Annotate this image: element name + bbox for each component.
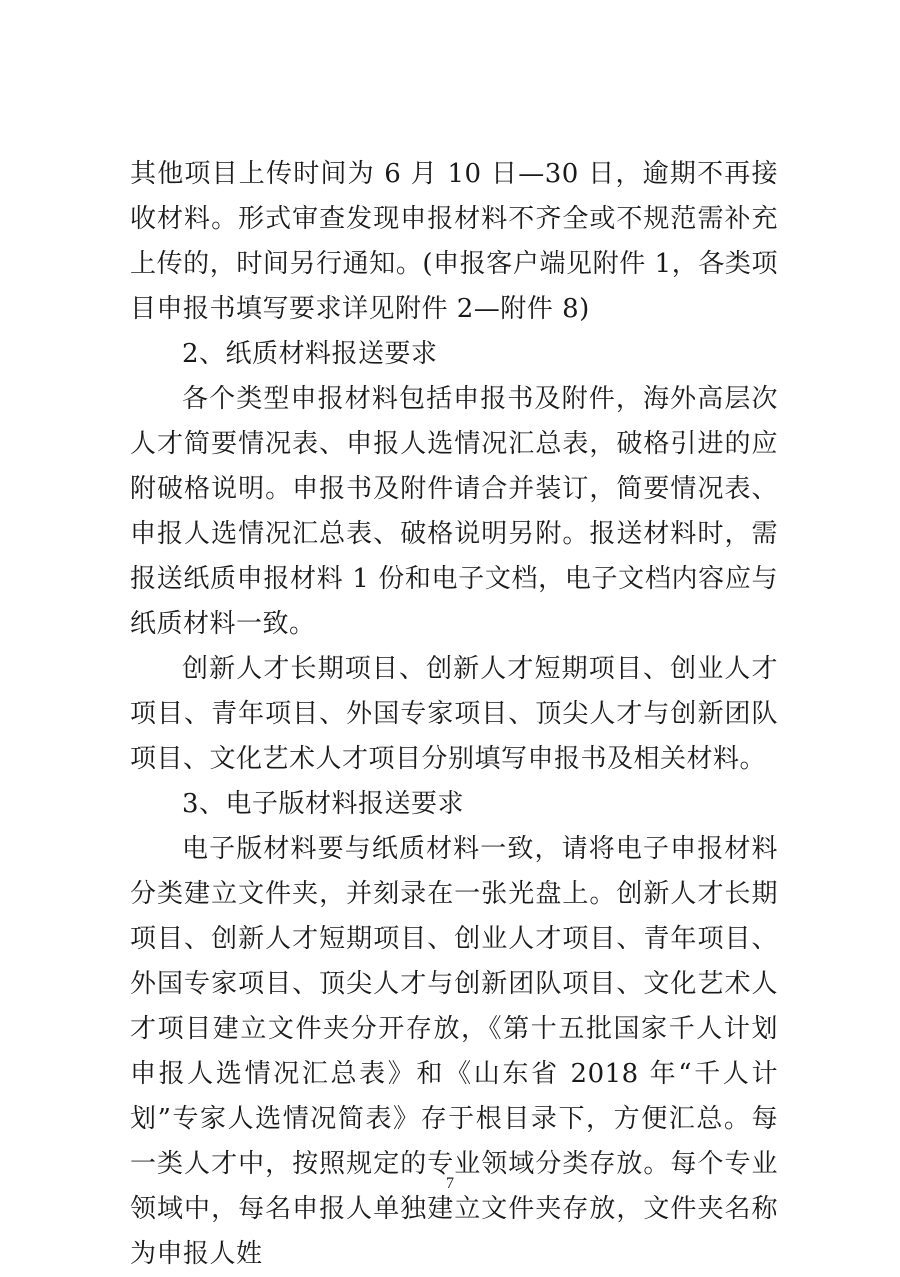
page-number: 7 [446,1175,454,1192]
document-body [130,152,778,1277]
paragraph-paper-materials: 各个类型申报材料包括申报书及附件，海外高层次人才简要情况表、申报人选情况汇总表，破格引进的应附破格说明。申报书及附件请合并装订，简要情况表、申报人选情况汇总表、破格说明另附。报送材料时，需报送纸质申报材料 1 份和电子文档，电子文档内容应与纸质材料一致。 [130,384,778,639]
paragraph-project-types: 创新人才长期项目、创新人才短期项目、创业人才项目、青年项目、外国专家项目、顶尖人才与创新团队项目、文化艺术人才项目分别填写申报书及相关材料。 [130,654,778,774]
paragraph-electronic-materials: 电子版材料要与纸质材料一致，请将电子申报材料分类建立文件夹，并刻录在一张光盘上。创新人才长期项目、创新人才短期项目、创业人才项目、青年项目、外国专家项目、顶尖人才与创新团队项目、文化艺术人才项目建立文件夹分开存放，《第十五批国家千人计划申报人选情况汇总表》和《山东省 2018 年“千人计划”专家人选情况简表》存于根目录下，方便汇总。每一类人才中，按照规定的专业领域分类存放。每个专业领域中，每名申报人单独建立文件夹存放，文件夹名称为申报人姓 [130,834,778,1269]
heading-electronic-materials: 3、电子版材料报送要求 [182,789,465,819]
paragraph-upload-deadline: 其他项目上传时间为 6 月 10 日—30 日，逾期不再接收材料。形式审查发现申报材料不齐全或不规范需补充上传的，时间另行通知。(申报客户端见附件 1，各类项目申报书填写要求详见附件 2—附件 8) [130,159,778,324]
heading-paper-materials: 2、纸质材料报送要求 [182,339,438,369]
